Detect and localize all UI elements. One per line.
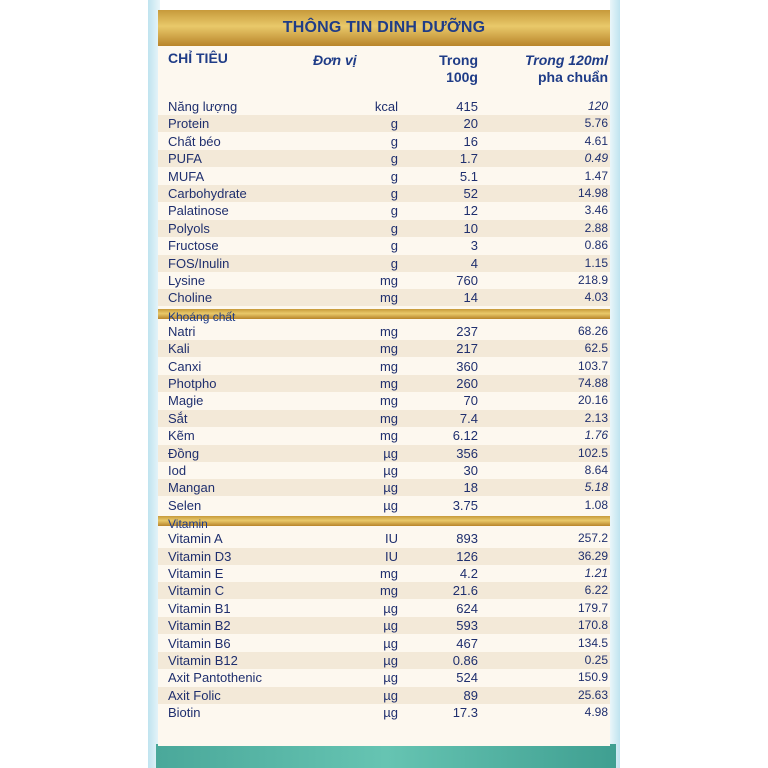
nutrient-unit: µg	[383, 653, 398, 668]
table-row	[158, 220, 610, 237]
nutrient-unit: µg	[383, 705, 398, 721]
value-per-120ml: 5.76	[584, 116, 608, 131]
value-per-120ml: 36.29	[577, 548, 608, 563]
nutrient-unit: µg	[383, 618, 398, 634]
nutrient-name: Iod	[168, 463, 187, 478]
value-per-120ml: 0.25	[584, 653, 608, 667]
value-per-120ml: 170.8	[577, 618, 608, 633]
value-per-120ml: 2.88	[584, 220, 608, 235]
table-row	[158, 150, 610, 167]
table-row	[158, 340, 610, 357]
table-row	[158, 652, 610, 669]
table-row	[158, 375, 610, 392]
nutrient-name: Choline	[168, 290, 213, 306]
nutrient-name: Axit Folic	[168, 687, 221, 703]
value-per-120ml: 1.15	[584, 255, 608, 270]
nutrient-name: Selen	[168, 497, 202, 513]
value-per-100g: 52	[463, 186, 478, 201]
nutrient-unit: mg	[379, 341, 398, 357]
value-per-100g: 16	[463, 133, 478, 149]
value-per-120ml: 218.9	[577, 273, 608, 287]
nutrient-unit: µg	[383, 687, 398, 703]
table-row	[158, 98, 610, 115]
nutrient-name: Carbohydrate	[168, 186, 247, 201]
nutrient-unit: µg	[383, 497, 398, 513]
nutrient-name: Protein	[168, 116, 210, 132]
teal-label-band	[156, 744, 616, 768]
nutrient-unit: µg	[383, 600, 398, 616]
nutrient-name: Chất béo	[168, 133, 221, 149]
nutrient-unit: mg	[379, 323, 398, 339]
value-per-100g: 624	[456, 600, 478, 616]
table-row	[158, 497, 610, 514]
value-per-100g: 126	[456, 548, 478, 564]
nutrient-name: Natri	[168, 323, 196, 339]
nutrient-unit: IU	[385, 531, 398, 547]
value-per-100g: 14	[463, 290, 478, 306]
value-per-100g: 524	[456, 670, 478, 686]
table-row	[158, 582, 610, 599]
nutrient-name: Vitamin B12	[168, 653, 238, 668]
value-per-120ml: 0.86	[584, 238, 608, 253]
nutrient-name: Vitamin B6	[168, 635, 231, 651]
nutrient-name: Fructose	[168, 238, 219, 254]
nutrient-name: Vitamin A	[168, 531, 223, 547]
value-per-120ml: 2.13	[584, 410, 608, 425]
nutrient-unit: µg	[383, 445, 398, 461]
value-per-100g: 415	[456, 99, 478, 114]
value-per-120ml: 14.98	[577, 186, 608, 200]
value-per-120ml: 0.49	[584, 151, 608, 166]
header-per100-line2: 100g	[446, 69, 478, 85]
nutrient-unit: mg	[379, 358, 398, 374]
nutrient-unit: kcal	[374, 99, 398, 114]
nutrient-unit: mg	[379, 393, 398, 409]
value-per-100g: 89	[463, 687, 478, 703]
value-per-100g: 760	[456, 273, 478, 288]
nutrient-name: Sắt	[168, 410, 188, 426]
value-per-120ml: 6.22	[584, 583, 608, 598]
value-per-100g: 360	[456, 358, 478, 374]
table-row	[158, 358, 610, 375]
section-label: Khoáng chất	[168, 309, 236, 324]
nutrient-unit: µg	[383, 670, 398, 686]
nutrient-name: PUFA	[168, 151, 202, 167]
nutrient-name: Palatinose	[168, 203, 229, 219]
value-per-120ml: 5.18	[584, 480, 608, 495]
value-per-120ml: 150.9	[577, 670, 608, 685]
table-row	[158, 237, 610, 254]
value-per-100g: 18	[463, 480, 478, 496]
value-per-100g: 0.86	[452, 653, 478, 668]
value-per-100g: 7.4	[459, 410, 478, 426]
table-row	[158, 289, 610, 306]
value-per-100g: 30	[463, 463, 478, 478]
nutrient-unit: g	[390, 116, 398, 132]
value-per-120ml: 68.26	[577, 323, 608, 338]
nutrient-unit: g	[390, 151, 398, 167]
nutrient-unit: mg	[379, 290, 398, 306]
nutrient-name: Lysine	[168, 273, 206, 288]
value-per-120ml: 134.5	[577, 635, 608, 650]
value-per-120ml: 25.63	[577, 687, 608, 702]
nutrient-unit: g	[390, 168, 398, 184]
table-row	[158, 255, 610, 272]
nutrient-name: Canxi	[168, 358, 202, 374]
value-per-100g: 217	[456, 341, 478, 357]
nutrition-panel	[158, 10, 610, 746]
value-per-120ml: 1.47	[584, 168, 608, 183]
nutrient-name: Kẽm	[168, 428, 195, 444]
value-per-120ml: 4.61	[584, 133, 608, 148]
header-per120-line2: pha chuẩn	[537, 69, 608, 85]
table-row	[158, 530, 610, 547]
nutrient-name: Photpho	[168, 376, 217, 391]
nutrient-unit: mg	[379, 410, 398, 426]
value-per-120ml: 102.5	[577, 445, 608, 460]
nutrient-name: Đồng	[168, 445, 200, 461]
section-label: Vitamin	[168, 517, 208, 532]
value-per-100g: 356	[456, 445, 478, 461]
table-row	[158, 635, 610, 652]
title-band	[158, 10, 610, 46]
nutrient-name: Kali	[168, 341, 190, 357]
nutrient-unit: g	[390, 133, 398, 149]
value-per-100g: 6.12	[452, 428, 478, 444]
value-per-100g: 12	[463, 203, 478, 219]
nutrient-name: Vitamin B2	[168, 618, 231, 634]
value-per-120ml: 62.5	[584, 341, 608, 356]
nutrient-unit: mg	[379, 566, 398, 581]
background-left	[0, 0, 156, 768]
value-per-100g: 21.6	[452, 583, 478, 599]
panel-title: THÔNG TIN DINH DƯỠNG	[282, 19, 486, 36]
value-per-120ml: 1.08	[584, 497, 608, 512]
header-per120-line1: Trong 120ml	[525, 52, 608, 68]
value-per-100g: 893	[456, 531, 478, 547]
value-per-120ml: 1.21	[584, 566, 608, 580]
nutrient-unit: mg	[379, 583, 398, 599]
nutrient-name: Biotin	[168, 705, 201, 721]
value-per-100g: 3	[470, 238, 478, 254]
nutrient-unit: g	[390, 220, 398, 236]
value-per-100g: 4.2	[459, 566, 478, 581]
nutrient-name: Polyols	[168, 220, 210, 236]
nutrient-name: FOS/Inulin	[168, 255, 230, 271]
table-row	[158, 427, 610, 444]
value-per-120ml: 3.46	[584, 203, 608, 218]
nutrient-unit: mg	[379, 273, 398, 288]
value-per-100g: 5.1	[459, 168, 478, 184]
nutrient-unit: µg	[383, 463, 398, 478]
nutrient-unit: mg	[379, 428, 398, 444]
value-per-100g: 17.3	[452, 705, 478, 721]
value-per-120ml: 120	[587, 99, 608, 113]
table-row	[158, 565, 610, 582]
nutrient-name: Vitamin B1	[168, 600, 231, 616]
table-row	[158, 704, 610, 721]
value-per-100g: 3.75	[452, 497, 478, 513]
value-per-120ml: 257.2	[577, 531, 608, 546]
nutrient-name: Năng lượng	[168, 99, 238, 114]
table-row	[158, 133, 610, 150]
nutrient-name: Vitamin D3	[168, 548, 232, 564]
nutrient-unit: µg	[383, 480, 398, 496]
value-per-120ml: 4.03	[584, 290, 608, 305]
nutrient-unit: g	[390, 203, 398, 219]
table-row	[158, 600, 610, 617]
nutrient-unit: µg	[383, 635, 398, 651]
value-per-100g: 467	[456, 635, 478, 651]
nutrient-name: Vitamin E	[168, 566, 224, 581]
nutrient-name: Vitamin C	[168, 583, 225, 599]
value-per-100g: 260	[456, 376, 478, 391]
value-per-120ml: 8.64	[584, 463, 608, 477]
table-row	[158, 272, 610, 289]
value-per-120ml: 1.76	[584, 428, 608, 443]
can-edge-right	[610, 0, 620, 768]
nutrient-name: Axit Pantothenic	[168, 670, 262, 686]
table-row	[158, 462, 610, 479]
value-per-100g: 1.7	[459, 151, 478, 167]
nutrient-name: Magie	[168, 393, 204, 409]
nutrient-name: MUFA	[168, 168, 205, 184]
table-row	[158, 479, 610, 496]
value-per-100g: 237	[456, 323, 478, 339]
table-row	[158, 669, 610, 686]
table-row	[158, 410, 610, 427]
table-row	[158, 202, 610, 219]
table-row	[158, 115, 610, 132]
nutrient-name: Mangan	[168, 480, 215, 496]
value-per-100g: 4	[470, 255, 478, 271]
table-row	[158, 185, 610, 202]
value-per-120ml: 20.16	[577, 393, 608, 408]
table-row	[158, 548, 610, 565]
header-unit: Đơn vị	[313, 52, 357, 68]
section-divider	[158, 516, 610, 526]
value-per-100g: 10	[463, 220, 478, 236]
header-name: CHỈ TIÊU	[168, 50, 228, 66]
table-row	[158, 617, 610, 634]
table-row	[158, 687, 610, 704]
nutrient-unit: mg	[379, 376, 398, 391]
value-per-120ml: 179.7	[577, 600, 608, 615]
nutrient-unit: g	[390, 238, 398, 254]
table-row	[158, 392, 610, 409]
value-per-100g: 20	[463, 116, 478, 132]
value-per-100g: 70	[463, 393, 478, 409]
nutrient-unit: g	[390, 186, 398, 201]
background-right	[618, 0, 768, 768]
value-per-120ml: 4.98	[584, 705, 608, 720]
table-row	[158, 323, 610, 340]
table-row	[158, 445, 610, 462]
value-per-120ml: 74.88	[577, 376, 608, 390]
value-per-100g: 593	[456, 618, 478, 634]
value-per-120ml: 103.7	[577, 358, 608, 373]
nutrient-unit: g	[390, 255, 398, 271]
table-row	[158, 168, 610, 185]
header-per100-line1: Trong	[439, 52, 478, 68]
nutrient-unit: IU	[385, 548, 398, 564]
